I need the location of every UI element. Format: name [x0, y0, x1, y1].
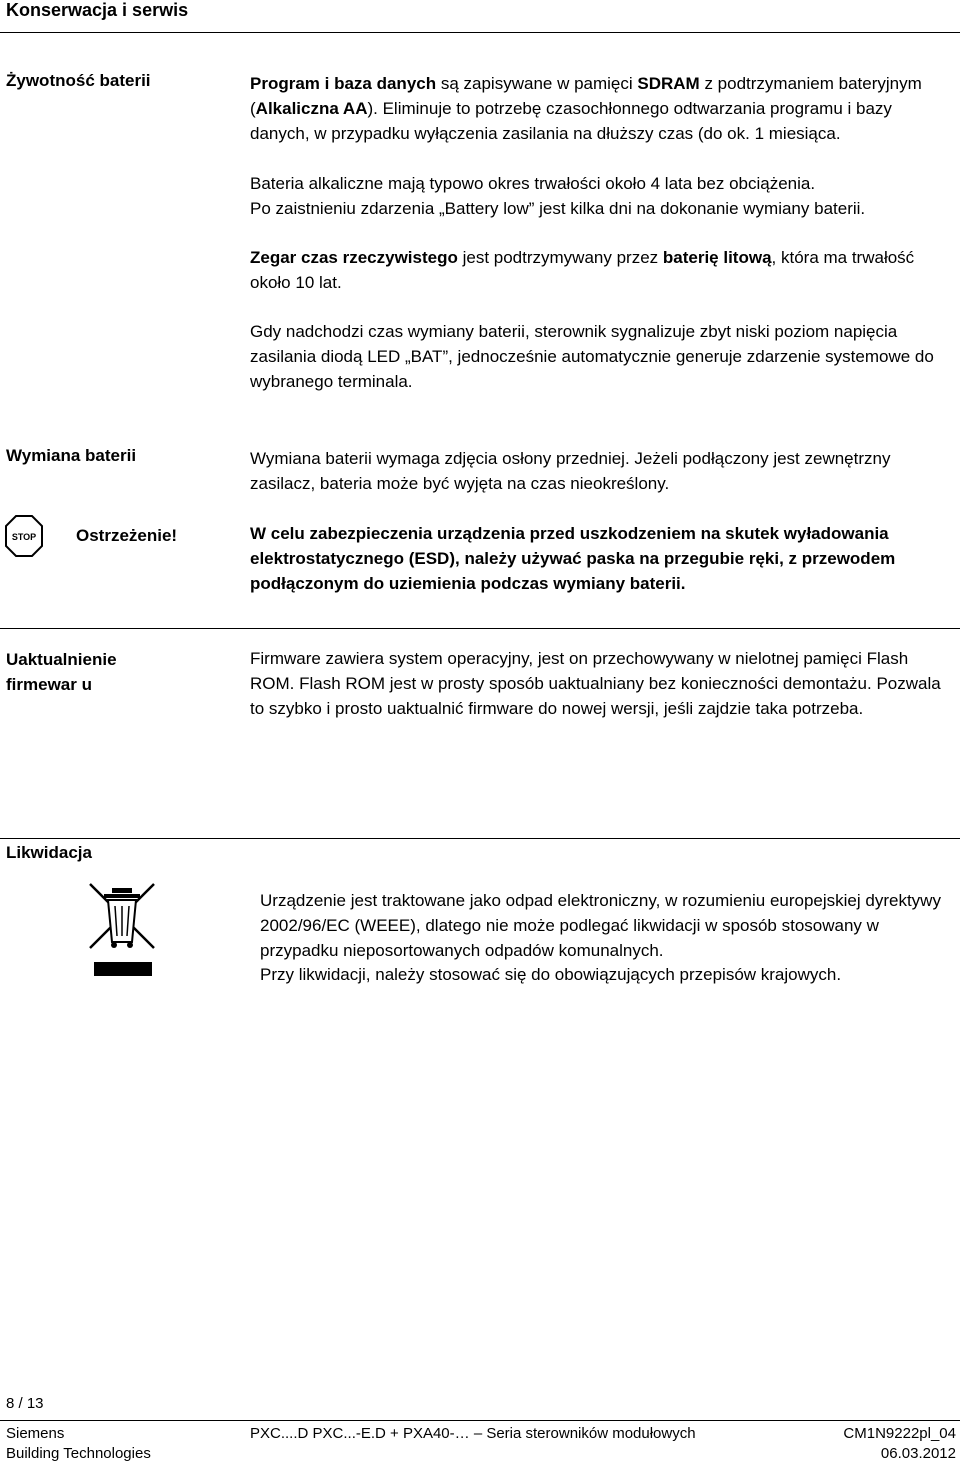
disposal-text-2: Przy likwidacji, należy stosować się do obowiązujących przepisów krajowych. — [260, 965, 842, 984]
section-heading-battery-life: Żywotność baterii — [6, 71, 151, 90]
firmware-text: Firmware zawiera system operacyjny, jest on przechowywany w nielotnej pamięci Flash ROM. Flash ROM jest w prosty sposób uaktualniany bez konieczności demontażu. Pozwala to szybko i prosto uaktualnić firmware do nowej wersji, jeśli zajdzie taka potrzeba. — [250, 649, 941, 718]
section-rule — [0, 838, 960, 839]
company-name: Siemens — [6, 1425, 65, 1442]
company-division: Building Technologies — [6, 1445, 151, 1462]
text: ). Eliminuje to potrzebę czasochłonnego odtwarzania programu i bazy danych, w przypadku wyłączenia zasilania na dłuższy czas (do ok. 1 miesiąca. — [250, 99, 892, 143]
battery-life-line-2: Bateria alkaliczne mają typowo okres trwałości około 4 lata bez obciążenia. — [250, 174, 816, 193]
footer-product: PXC....D PXC...-E.D + PXA40-… – Seria sterowników modułowych — [250, 1425, 696, 1442]
section-heading-battery-replace: Wymiana baterii — [6, 446, 137, 465]
text: , która ma trwałość około 10 lat. — [250, 248, 915, 292]
battery-replace-text: Wymiana baterii wymaga zdjęcia osłony przedniej. Jeżeli podłączony jest zewnętrzny zasilacz, bateria może być wyjęta na czas nieokreślony. — [250, 449, 891, 493]
battery-life-paragraph-3: Gdy nadchodzi czas wymiany baterii, sterownik sygnalizuje zbyt niski poziom napięcia zasilania diodą LED „BAT”, jednocześnie automatycznie generuje zdarzenie systemowe do wybranego terminala. — [250, 322, 934, 391]
battery-life-paragraph-2 — [250, 245, 950, 295]
bold-text: Alkaliczna AA — [255, 99, 368, 118]
disposal-text: Urządzenie jest traktowane jako odpad elektroniczny, w rozumieniu europejskiej dyrektywy 2002/96/EC (WEEE), dlatego nie może podlegać likwidacji w sposób stosowany w przypadku nieposortowanych odpadów komunalnych. — [260, 891, 941, 960]
bold-text: Zegar czas rzeczywistego — [250, 248, 458, 267]
header-rule — [0, 32, 960, 33]
warning-text: W celu zabezpieczenia urządzenia przed uszkodzeniem na skutek wyładowania elektrostatycznego (ESD), należy używać paska na przegubie ręki, z przewodem podłączonym do uziemienia podczas wymiany baterii. — [250, 524, 896, 593]
stop-sign-icon — [4, 514, 44, 558]
page-title: Konserwacja i serwis — [6, 0, 189, 20]
bold-text: SDRAM — [637, 74, 700, 93]
stop-sign-label: STOP — [11, 532, 37, 542]
battery-life-paragraph-1 — [250, 71, 950, 146]
document-date: 06.03.2012 — [880, 1445, 956, 1462]
page-number: 8 / 13 — [6, 1395, 44, 1412]
firmware-heading-line-2: firmewar u — [6, 675, 92, 694]
section-heading-disposal: Likwidacja — [6, 843, 92, 862]
section-rule — [0, 628, 960, 629]
footer-rule — [0, 1420, 960, 1421]
document-id: CM1N9222pl_04 — [843, 1425, 956, 1442]
firmware-heading-line-1: Uaktualnienie — [6, 650, 117, 669]
bold-text: Program i baza danych — [250, 74, 437, 93]
section-heading-firmware — [6, 647, 117, 697]
footer-doc-info — [843, 1424, 956, 1464]
footer-company — [6, 1424, 151, 1464]
weee-bin-icon — [86, 882, 158, 978]
text: jest podtrzymywany przez — [457, 248, 663, 267]
warning-label: Ostrzeżenie! — [76, 526, 178, 545]
bold-text: baterię litową — [662, 248, 772, 267]
text: z podtrzymaniem bateryjnym ( — [250, 74, 922, 118]
battery-life-line-3: Po zaistnieniu zdarzenia „Battery low” jest kilka dni na dokonanie wymiany baterii. — [250, 199, 866, 218]
text: są zapisywane w pamięci — [436, 74, 638, 93]
